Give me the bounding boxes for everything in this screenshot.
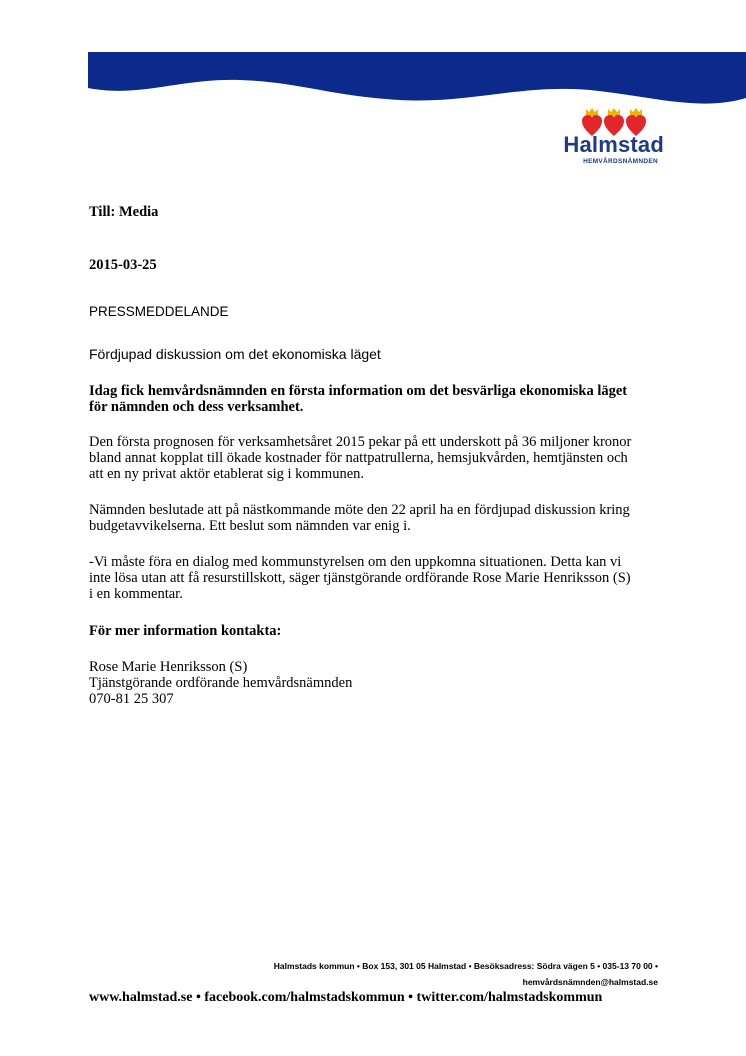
paragraph-quote <box>89 554 631 602</box>
paragraph-line: Nämnden beslutade att på nästkommande möte den 22 april ha en fördjupad diskussion kring <box>89 502 630 518</box>
contact-role: Tjänstgörande ordförande hemvårdsnämnden <box>89 675 353 691</box>
date-line: 2015-03-25 <box>89 257 157 273</box>
paragraph-line: -Vi måste föra en dialog med kommunstyrelsen om den uppkomna situationen. Detta kan vi <box>89 554 622 570</box>
paragraph-line: bland annat kopplat till ökade kostnader för nattpatrullerna, hemsjukvården, hemtjänsten och <box>89 450 628 466</box>
recipient-line: Till: Media <box>89 204 159 220</box>
contact-phone: 070-81 25 307 <box>89 691 174 707</box>
halmstad-logo <box>540 106 664 168</box>
paragraph-decision <box>89 502 630 534</box>
paragraph-line: Den första prognosen för verksamhetsåret 2015 pekar på ett underskott på 36 miljoner kronor <box>89 434 632 450</box>
logo-subtitle: HEMVÅRDSNÄMNDEN <box>583 158 658 165</box>
footer-email[interactable]: hemvårdsnämnden@halmstad.se <box>522 977 658 987</box>
footer-address: Halmstads kommun • Box 153, 301 05 Halmstad • Besöksadress: Södra vägen 5 • 035-13 70 00 • <box>273 961 658 971</box>
header-wave-banner <box>0 0 746 110</box>
headline: Fördjupad diskussion om det ekonomiska läget <box>89 346 381 362</box>
paragraph-line: att en ny privat aktör etablerat sig i kommunen. <box>89 466 365 482</box>
paragraph-line: i en kommentar. <box>89 586 183 602</box>
logo-wordmark: Halmstad <box>563 132 664 157</box>
paragraph-line: inte lösa utan att få resurstillskott, säger tjänstgörande ordförande Rose Marie Henriksson (S) <box>89 570 631 586</box>
contact-block <box>89 659 352 707</box>
footer-web-links[interactable]: www.halmstad.se • facebook.com/halmstadskommun • twitter.com/halmstadskommun <box>89 990 603 1005</box>
paragraph-prognosis <box>89 434 631 482</box>
contact-name: Rose Marie Henriksson (S) <box>89 659 248 675</box>
lead-line: Idag fick hemvårdsnämnden en första information om det besvärliga ekonomiska läget <box>89 383 628 399</box>
document-type: PRESSMEDDELANDE <box>89 304 229 319</box>
contact-heading: För mer information kontakta: <box>89 623 282 639</box>
lead-paragraph <box>89 383 627 415</box>
paragraph-line: budgetavvikelserna. Ett beslut som nämnden var enig i. <box>89 518 411 534</box>
lead-line: för nämnden och dess verksamhet. <box>89 399 304 415</box>
